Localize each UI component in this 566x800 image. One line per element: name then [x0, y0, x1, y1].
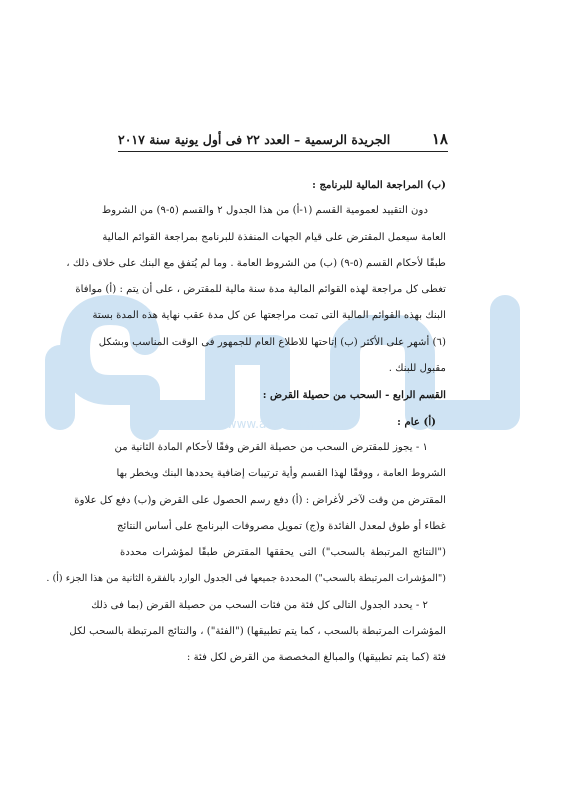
- paragraph-line: مقبول للبنك .: [388, 363, 446, 375]
- section-four-title: القسم الرابع - السحب من حصيلة القرض :: [262, 389, 446, 402]
- watermark-site-text: www.almasdar.com: [226, 417, 344, 431]
- paragraph-line: فئة (كما يتم تطبيقها) والمبالغ المخصصة من القرض لكل فئة :: [186, 652, 446, 664]
- subsection-general-title: (أ) عام :: [397, 415, 436, 428]
- paragraph-line: طبقًا لأحكام القسم (٥-٩) (ب) من الشروط العامة . وما لم يُتفق مع البنك على خلاف ذلك ،: [66, 257, 446, 269]
- paragraph-line: ٢ - يحدد الجدول التالى كل فئة من فئات السحب من حصيلة القرض (بما فى ذلك: [91, 599, 428, 611]
- running-title: الجريدة الرسمية – العدد ٢٢ فى أول يونية سنة ٢٠١٧: [118, 132, 391, 147]
- paragraph-line: غطاء أو طوق لمعدل الفائدة و(ج) تمويل مصروفات البرنامج على أساس النتائج: [116, 520, 446, 532]
- paragraph-line: العامة سيعمل المقترض على قيام الجهات المنفذة للبرنامج بمراجعة القوائم المالية: [102, 231, 446, 243]
- paragraph-line: المقترض من وقت لآخر لأغراض : (أ) دفع رسم الحصول على القرض و(ب) دفع كل علاوة: [74, 494, 446, 506]
- paragraph-line: دون التقييد لعمومية القسم (١-أ) من هذا الجدول ٢ والقسم (٥-٩) من الشروط: [101, 205, 428, 217]
- paragraph-line: ١ - يجوز للمقترض السحب من حصيلة القرض وفقًا لأحكام المادة الثانية من: [114, 441, 428, 453]
- paragraph-line: المؤشرات المرتبطة بالسحب ، كما يتم تطبيقها) ("الفئة") ، والنتائج المرتبطة بالسحب لكل: [69, 626, 446, 638]
- page-header: [118, 123, 448, 152]
- document-body: [46, 172, 446, 672]
- paragraph-line: تغطى كل مراجعة لهذه القوائم المالية مدة سنة مالية للمقترض ، على أن يتم : (أ) موافاة: [75, 284, 446, 296]
- paragraph-line: ("النتائج المرتبطة بالسحب") التى يحققها المقترض طبقًا لمؤشرات محددة: [120, 547, 446, 559]
- page-number: ١٨: [431, 130, 448, 148]
- paragraph-line: البنك بهذه القوائم المالية التى تمت مراجعتها عن كل مدة عقب نهاية هذه المدة بستة: [92, 310, 446, 322]
- paragraph-line: (٦) أشهر على الأكثر (ب) إتاحتها للاطلاع العام للجمهور فى الوقت المناسب وبشكل: [98, 336, 446, 348]
- paragraph-line: ("المؤشرات المرتبطة بالسحب") المحددة جميعها فى الجدول الوارد بالفقرة الثانية من هذا الجزء (أ) .: [46, 573, 446, 585]
- paragraph-line: الشروط العامة ، ووفقًا لهذا القسم وأية ترتيبات إضافية يحددها البنك ويخطر بها: [116, 468, 446, 480]
- heading-financial-audit: (ب) المراجعة المالية للبرنامج :: [312, 179, 446, 191]
